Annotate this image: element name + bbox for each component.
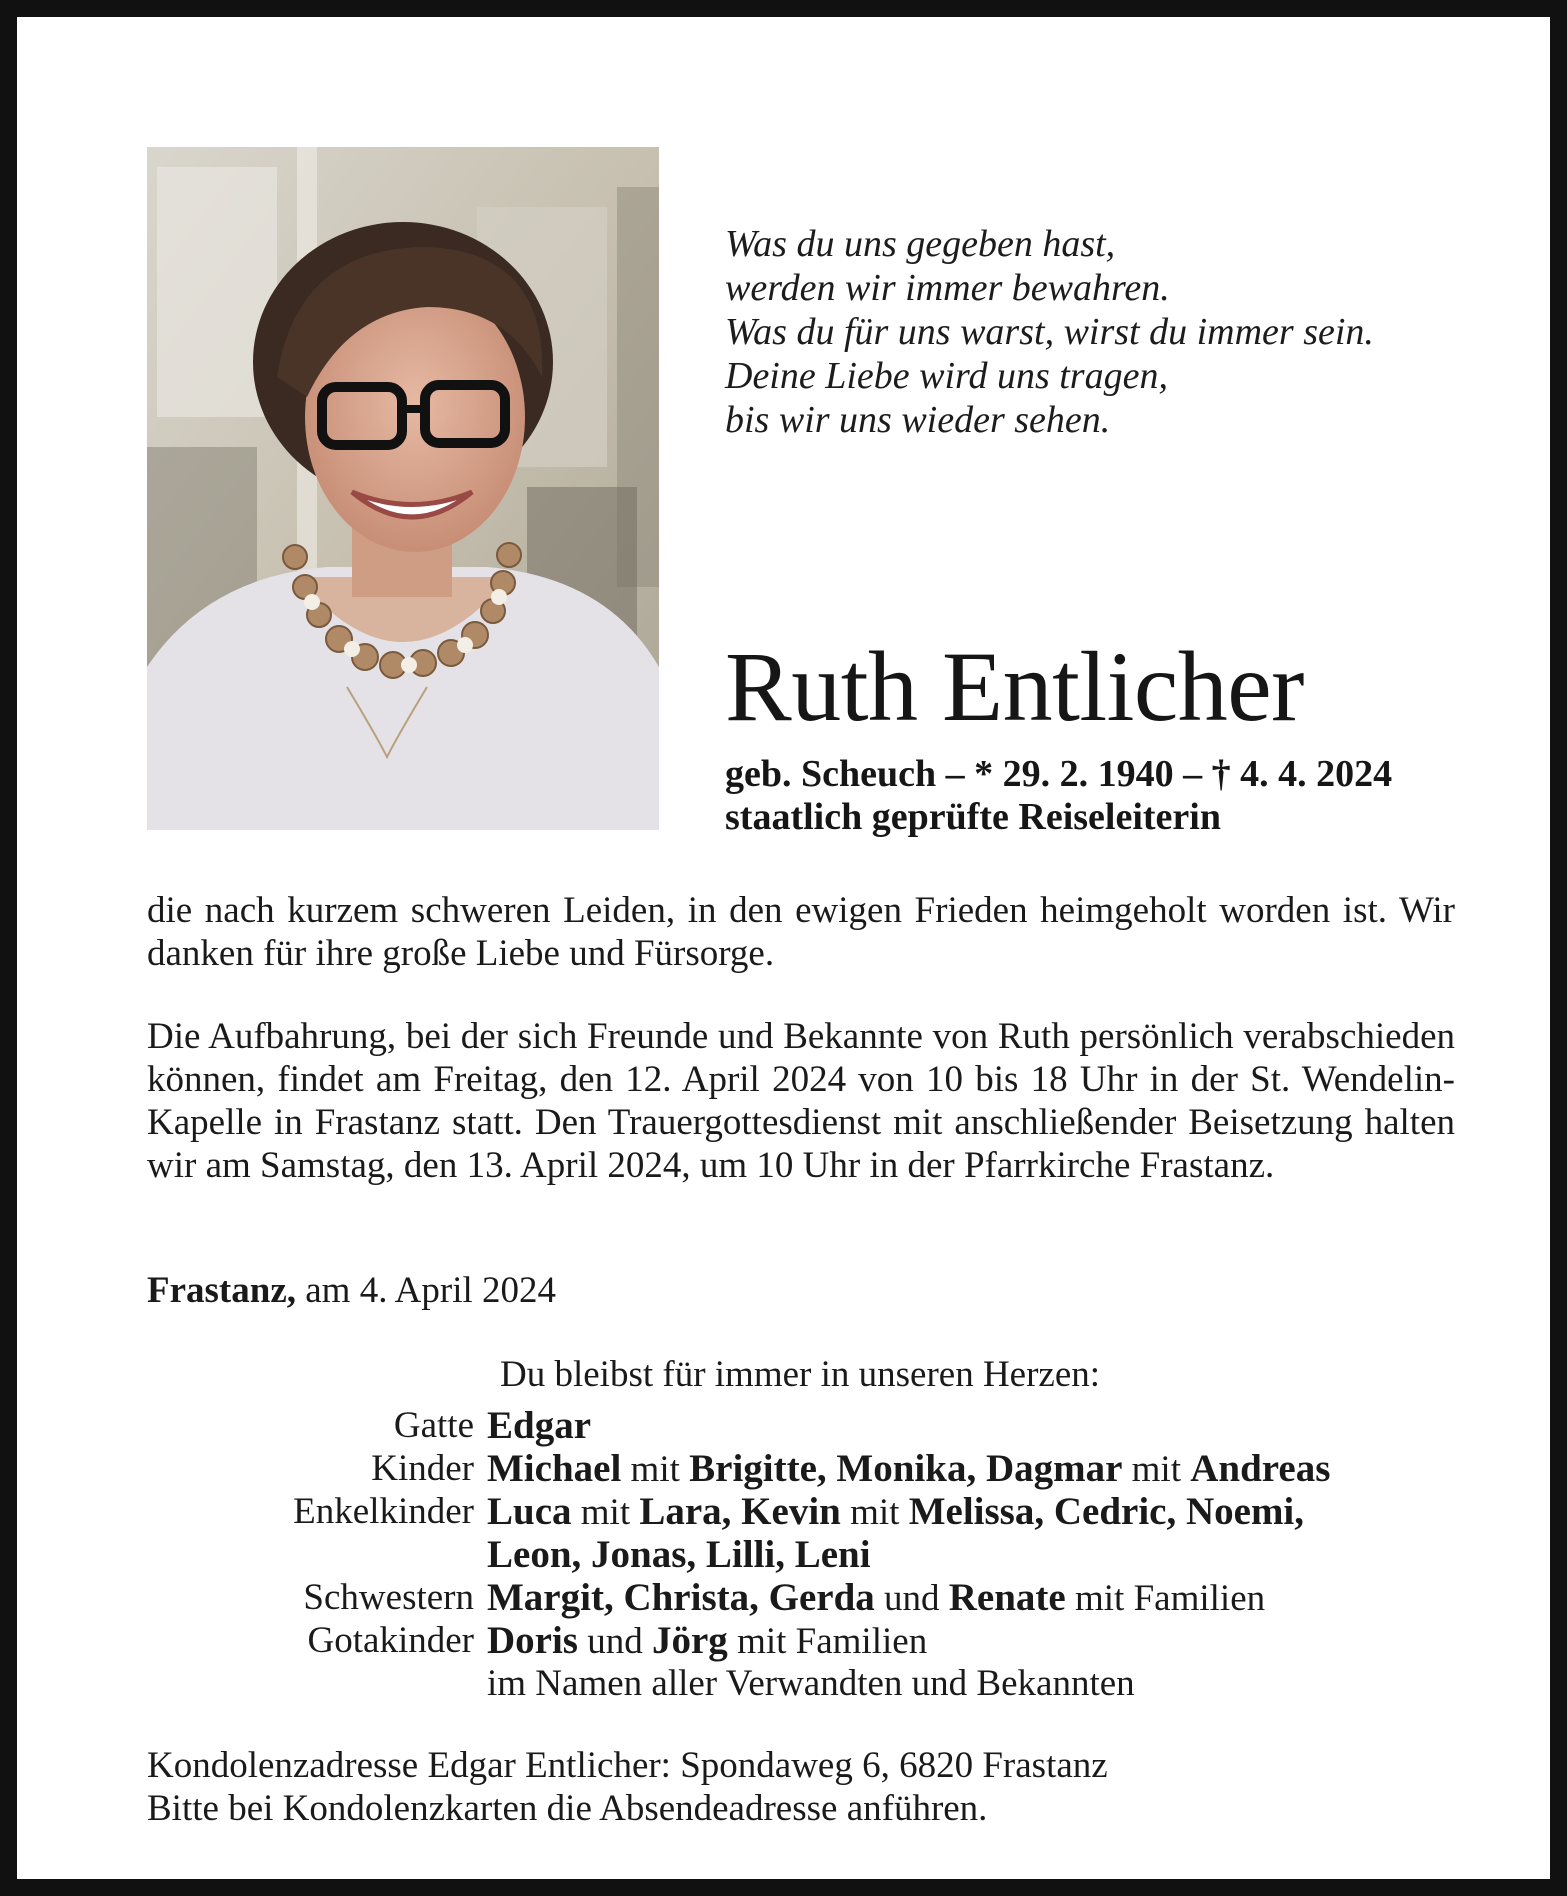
family-intro: Du bleibst für immer in unseren Herzen: [500, 1354, 1101, 1395]
family-row-kinder [147, 1448, 1467, 1491]
deceased-name: Ruth Entlicher [725, 631, 1304, 742]
condolence-address: Kondolenzadresse Edgar Entlicher: Spondaweg 6, 6820 Frastanz [147, 1745, 1108, 1786]
relation-label: Enkelkinder [293, 1491, 474, 1532]
family-name: Renate [948, 1576, 1066, 1619]
family-name: Doris [487, 1619, 578, 1662]
family-connector: und [587, 1621, 643, 1662]
family-row-closing [147, 1663, 1467, 1705]
family-name: Leon, Jonas, Lilli, Leni [487, 1533, 871, 1576]
poem-line: werden wir immer bewahren. [725, 267, 1170, 309]
place-date [147, 1269, 556, 1312]
poem-line: Was du für uns warst, wirst du immer sein. [725, 311, 1374, 353]
family-name: Jörg [652, 1619, 728, 1662]
family-connector: mit [850, 1492, 900, 1533]
family-name: Andreas [1190, 1447, 1331, 1490]
family-name: Lara, Kevin [639, 1490, 841, 1533]
poem-line: Was du uns gegeben hast, [725, 223, 1116, 265]
poem-line: bis wir uns wieder sehen. [725, 399, 1111, 441]
family-connector: und [884, 1578, 940, 1619]
family-row-gotakinder [147, 1620, 1467, 1663]
family-row-schwestern [147, 1577, 1467, 1620]
family-connector: mit Familien [1074, 1578, 1266, 1619]
family-name: Michael [487, 1447, 622, 1490]
family-connector: mit [580, 1492, 631, 1533]
family-name: Margit, Christa, Gerda [487, 1576, 875, 1619]
condolence-footer [147, 1744, 1108, 1830]
family-list [147, 1405, 1467, 1705]
paragraph-announcement: die nach kurzem schweren Leiden, in den ewigen Frieden heimgeholt worden ist. Wir danken für ihre große Liebe und Fürsorge. [147, 890, 1455, 974]
poem-line: Deine Liebe wird uns tragen, [725, 355, 1168, 397]
portrait-illustration [147, 147, 659, 830]
relation-label: Gatte [393, 1405, 474, 1446]
relation-label: Schwestern [303, 1577, 474, 1618]
relation-label: Gotakinder [307, 1620, 474, 1661]
family-row-gatte [147, 1405, 1467, 1448]
place: Frastanz, [147, 1270, 296, 1311]
poem [725, 222, 1374, 442]
relation-label: Kinder [371, 1448, 474, 1489]
family-name: Luca [487, 1490, 572, 1533]
family-closing: im Namen aller Verwandten und Bekannten [487, 1663, 1135, 1704]
paragraph-funeral-details: Die Aufbahrung, bei der sich Freunde und Bekannte von Ruth persönlich verabschieden können, findet am Freitag, den 12. April 2024 von 10 bis 18 Uhr in der St. Wendelin-Kapelle in Frastanz statt. Den Trauergottesdienst mit anschließender Beisetzung halten wir am Samstag, den 13. April 2024, um 10 Uhr in der Pfarrkirche Frastanz. [147, 1016, 1455, 1186]
family-connector: mit [1131, 1449, 1181, 1490]
birth-death-line: geb. Scheuch – * 29. 2. 1940 – † 4. 4. 2024 [725, 753, 1393, 795]
family-row-enkelkinder-cont [147, 1534, 1467, 1577]
family-row-enkelkinder [147, 1491, 1467, 1534]
profession: staatlich geprüfte Reiseleiterin [725, 796, 1221, 838]
condolence-note: Bitte bei Kondolenzkarten die Absendeadresse anführen. [147, 1788, 988, 1829]
deceased-details [725, 753, 1392, 839]
family-name: Edgar [487, 1404, 592, 1447]
portrait-photo [147, 147, 659, 830]
family-name: Melissa, Cedric, Noemi, [908, 1490, 1305, 1533]
family-name: Brigitte, Monika, Dagmar [689, 1447, 1123, 1490]
date: am 4. April 2024 [305, 1270, 557, 1311]
family-connector: mit [630, 1449, 680, 1490]
family-connector: mit Familien [737, 1621, 928, 1662]
